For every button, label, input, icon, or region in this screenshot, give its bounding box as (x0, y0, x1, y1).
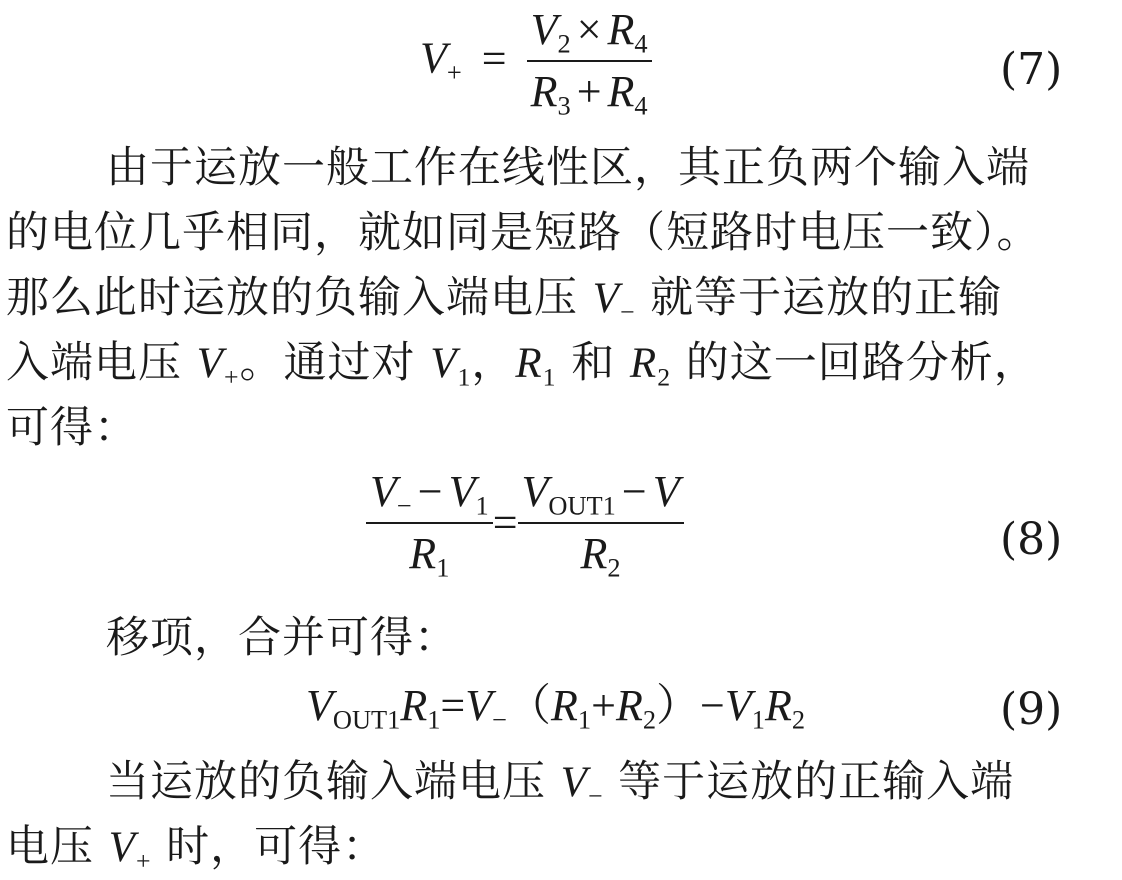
eq9-var-7: R (764, 681, 792, 730)
p3-l2-text-b: 时，可得： (151, 822, 387, 872)
p1-l4-text-e: 的这一回路分析， (671, 338, 1038, 388)
p1-l4-sub-4: 2 (657, 362, 672, 392)
p1-l4-sub-1: + (223, 362, 240, 392)
eq7-num-sub-a: 2 (557, 28, 571, 59)
equation-9 (306, 681, 806, 735)
paragraph-1-line-4 (6, 331, 1116, 396)
eq7-num-var-b: R (607, 5, 635, 54)
p1-l3-variable: V (592, 275, 620, 322)
paragraph-1-line-3 (6, 266, 1116, 331)
p3-l1-text-a: 当运放的负输入端电压 (106, 757, 561, 807)
eq8-l-den-var: R (409, 529, 437, 578)
p1-l4-var-3: R (515, 340, 543, 387)
p1-l4-sub-3: 1 (542, 362, 557, 392)
equation-7 (420, 5, 652, 121)
eq8-l-den-sub: 1 (436, 552, 450, 583)
eq9-var-2: R (400, 681, 428, 730)
eq8-r-var-b: V (652, 467, 680, 516)
eq8-minus-2: − (621, 467, 647, 516)
equation-7-number: (7) (1000, 44, 1063, 95)
eq7-lhs-subscript: + (446, 56, 462, 87)
eq7-den-var-a: R (530, 67, 558, 116)
eq8-r-var-a: V (521, 467, 549, 516)
eq9-sub-5: 2 (642, 704, 657, 735)
eq8-l-sub-a: − (396, 490, 412, 521)
eq9-sub-4: 1 (577, 704, 592, 735)
eq8-r-sub-a: OUT1 (548, 490, 616, 521)
paragraph-1 (6, 136, 1116, 461)
eq9-var-1: V (306, 681, 333, 730)
eq7-equals-sign: = (481, 33, 507, 83)
eq9-var-3: V (465, 681, 493, 730)
eq7-num-var-a: V (530, 5, 558, 54)
eq7-plus-sign: + (576, 67, 602, 116)
p1-l4-var-4: R (629, 340, 658, 387)
p1-l4-sub-2: 1 (457, 362, 472, 392)
p1-l4-text-d: 和 (556, 338, 630, 388)
p3-l2-text-a: 电压 (6, 822, 109, 872)
eq9-var-6: V (724, 681, 752, 730)
p3-l1-subscript: − (587, 781, 604, 811)
paragraph-3-line-2 (6, 815, 1116, 880)
p1-l4-text-a: 入端电压 (6, 338, 197, 388)
eq7-den-sub-a: 3 (557, 90, 571, 121)
eq9-sub-2: 1 (427, 704, 441, 735)
eq7-lhs-variable: V (420, 33, 447, 83)
p3-l1-variable: V (560, 759, 588, 806)
p3-l1-text-b: 等于运放的正输入端 (603, 757, 1015, 807)
eq8-fraction-right (518, 467, 684, 583)
eq9-minus-sign: − (700, 681, 725, 730)
p1-l4-var-2: V (430, 340, 458, 387)
equation-8-number: (8) (1000, 514, 1063, 565)
paragraph-1-line-2: 的电位几乎相同，就如同是短路（短路时电压一致）。 (6, 208, 1041, 258)
eq8-left-numerator (366, 467, 493, 521)
eq8-l-var-a: V (370, 467, 397, 516)
eq8-minus-1: − (417, 467, 443, 516)
paragraph-3-line-1 (6, 750, 1116, 815)
eq7-den-sub-b: 4 (634, 90, 648, 121)
eq9-sub-7: 2 (791, 704, 806, 735)
equation-9-number: (9) (1000, 684, 1063, 735)
eq8-right-denominator (518, 529, 684, 583)
eq9-var-4: R (551, 681, 578, 730)
paragraph-1-line-5: 可得： (6, 403, 138, 453)
eq9-equals-sign: = (440, 681, 466, 730)
eq9-left-paren: （ (507, 681, 552, 730)
eq7-times-sign: × (576, 5, 602, 54)
p3-l2-subscript: + (135, 846, 152, 876)
eq8-right-fraction-bar (518, 522, 684, 524)
eq9-sub-1: OUT1 (332, 704, 401, 735)
eq9-right-paren: ） (656, 681, 701, 730)
equation-8 (366, 467, 684, 583)
eq8-fraction-left (366, 467, 493, 583)
eq7-fraction (527, 5, 652, 121)
eq8-equals-sign: = (492, 498, 518, 547)
eq7-den-var-b: R (607, 67, 635, 116)
eq7-fraction-bar (527, 60, 652, 62)
eq9-plus-sign: + (591, 681, 616, 730)
p1-l3-text-a: 那么此时运放的负输入端电压 (6, 273, 593, 323)
eq8-left-denominator (366, 529, 493, 583)
p1-l4-var-1: V (196, 340, 224, 387)
paragraph-1-line-1: 由于运放一般工作在线性区，其正负两个输入端 (106, 143, 1030, 193)
paragraph-2 (6, 606, 1116, 671)
eq9-var-5: R (615, 681, 643, 730)
eq8-l-var-b: V (448, 467, 476, 516)
eq8-l-sub-b: 1 (475, 490, 489, 521)
eq8-r-den-var: R (580, 529, 608, 578)
eq7-num-sub-b: 4 (634, 28, 648, 59)
p1-l3-text-b: 就等于运放的正输 (635, 273, 1003, 323)
eq8-right-numerator (518, 467, 684, 521)
paragraph-3 (6, 750, 1116, 880)
p3-l2-variable: V (108, 824, 136, 871)
eq9-sub-6: 1 (751, 704, 765, 735)
eq9-sub-3: − (492, 704, 508, 735)
eq8-left-fraction-bar (366, 522, 493, 524)
eq7-denominator (527, 67, 652, 121)
eq7-numerator (527, 5, 652, 59)
p1-l4-text-c: ， (471, 338, 516, 388)
p1-l3-subscript: − (619, 297, 636, 327)
eq8-r-den-sub: 2 (607, 552, 621, 583)
paragraph-2-line-1: 移项，合并可得： (106, 613, 458, 663)
p1-l4-text-b: 。通过对 (239, 338, 431, 388)
